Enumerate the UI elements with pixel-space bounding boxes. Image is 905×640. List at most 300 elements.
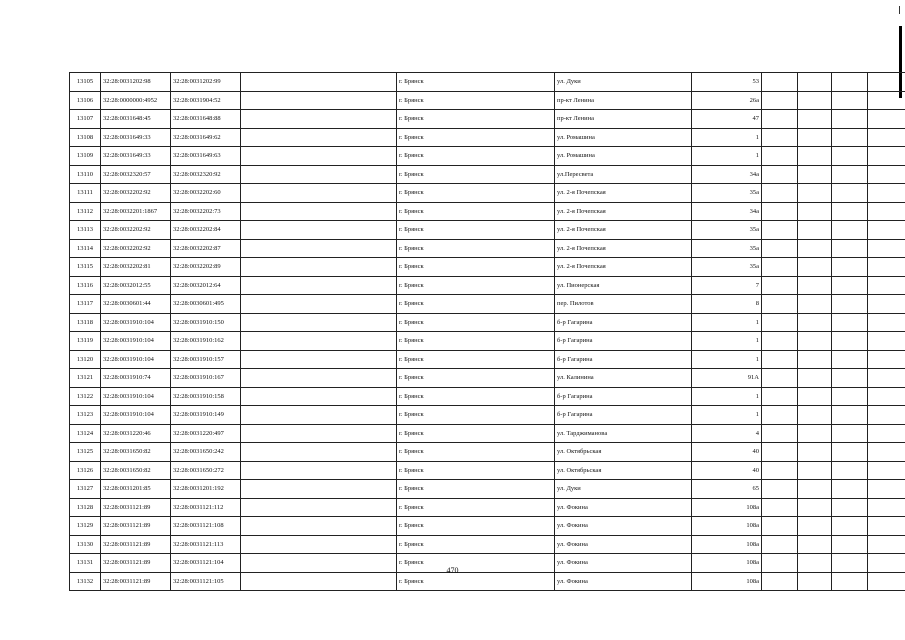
empty-cell — [798, 461, 832, 480]
empty-cell — [832, 73, 868, 92]
house-number-cell: 47 — [692, 110, 762, 129]
empty-cell — [241, 461, 397, 480]
empty-cell — [798, 276, 832, 295]
empty-cell — [241, 128, 397, 147]
empty-cell — [832, 443, 868, 462]
street-cell: ул. Фокина — [555, 572, 692, 591]
city-cell: г. Брянск — [397, 572, 555, 591]
street-cell: ул.Пересвета — [555, 165, 692, 184]
table-row — [70, 369, 905, 388]
empty-cell — [762, 424, 798, 443]
house-number-cell: 108а — [692, 535, 762, 554]
street-cell: ул. Фокина — [555, 554, 692, 573]
empty-cell — [798, 350, 832, 369]
empty-cell — [832, 461, 868, 480]
empty-cell — [868, 147, 905, 166]
empty-cell — [241, 443, 397, 462]
empty-cell — [798, 517, 832, 536]
empty-cell — [762, 258, 798, 277]
empty-cell — [762, 332, 798, 351]
row-number-cell: 13109 — [70, 147, 101, 166]
empty-cell — [241, 73, 397, 92]
city-cell: г. Брянск — [397, 498, 555, 517]
empty-cell — [241, 276, 397, 295]
street-cell: ул. 2-я Почепская — [555, 184, 692, 203]
table-row — [70, 276, 905, 295]
registry-table — [69, 72, 905, 591]
empty-cell — [762, 276, 798, 295]
cadastral-number-cell: 32:28:0031649:33 — [101, 147, 171, 166]
city-cell: г. Брянск — [397, 202, 555, 221]
empty-cell — [868, 165, 905, 184]
row-number-cell: 13132 — [70, 572, 101, 591]
empty-cell — [762, 202, 798, 221]
house-number-cell: 35а — [692, 184, 762, 203]
street-cell: б-р Гагарина — [555, 313, 692, 332]
empty-cell — [762, 73, 798, 92]
street-cell: б-р Гагарина — [555, 350, 692, 369]
cadastral-number-cell: 32:28:0031649:33 — [101, 128, 171, 147]
empty-cell — [868, 350, 905, 369]
empty-cell — [868, 202, 905, 221]
cadastral-number-cell: 32:28:0031648:45 — [101, 110, 171, 129]
empty-cell — [868, 110, 905, 129]
street-cell: ул. Пионерская — [555, 276, 692, 295]
city-cell: г. Брянск — [397, 406, 555, 425]
row-number-cell: 13108 — [70, 128, 101, 147]
street-cell: ул. 2-я Почепская — [555, 202, 692, 221]
row-number-cell: 13125 — [70, 443, 101, 462]
empty-cell — [762, 480, 798, 499]
street-cell: ул. Калинина — [555, 369, 692, 388]
object-cadastral-number-cell: 32:28:0031910:157 — [171, 350, 241, 369]
cadastral-number-cell: 32:28:0031910:104 — [101, 313, 171, 332]
cadastral-number-cell: 32:28:0032201:1867 — [101, 202, 171, 221]
house-number-cell: 40 — [692, 461, 762, 480]
empty-cell — [868, 276, 905, 295]
house-number-cell: 108а — [692, 517, 762, 536]
city-cell: г. Брянск — [397, 461, 555, 480]
row-number-cell: 13129 — [70, 517, 101, 536]
cadastral-number-cell: 32:28:0032202:92 — [101, 221, 171, 240]
street-cell: ул. Фокина — [555, 517, 692, 536]
empty-cell — [832, 239, 868, 258]
cadastral-number-cell: 32:28:0032202:92 — [101, 184, 171, 203]
object-cadastral-number-cell: 32:28:0031121:108 — [171, 517, 241, 536]
empty-cell — [868, 535, 905, 554]
row-number-cell: 13114 — [70, 239, 101, 258]
table-row — [70, 295, 905, 314]
cadastral-number-cell: 32:28:0032202:92 — [101, 239, 171, 258]
table-row — [70, 424, 905, 443]
empty-cell — [762, 535, 798, 554]
house-number-cell: 1 — [692, 387, 762, 406]
empty-cell — [798, 332, 832, 351]
empty-cell — [798, 221, 832, 240]
house-number-cell: 1 — [692, 128, 762, 147]
empty-cell — [241, 313, 397, 332]
empty-cell — [762, 498, 798, 517]
cadastral-number-cell: 32:28:0031121:89 — [101, 535, 171, 554]
house-number-cell: 26а — [692, 91, 762, 110]
row-number-cell: 13121 — [70, 369, 101, 388]
street-cell: ул. Фокина — [555, 498, 692, 517]
empty-cell — [868, 239, 905, 258]
empty-cell — [762, 221, 798, 240]
empty-cell — [762, 443, 798, 462]
house-number-cell: 65 — [692, 480, 762, 499]
cadastral-number-cell: 32:28:0032320:57 — [101, 165, 171, 184]
empty-cell — [832, 313, 868, 332]
empty-cell — [241, 295, 397, 314]
object-cadastral-number-cell: 32:28:0032202:87 — [171, 239, 241, 258]
table-row — [70, 350, 905, 369]
object-cadastral-number-cell: 32:28:0031201:192 — [171, 480, 241, 499]
city-cell: г. Брянск — [397, 295, 555, 314]
empty-cell — [798, 295, 832, 314]
empty-cell — [868, 313, 905, 332]
empty-cell — [832, 480, 868, 499]
empty-cell — [762, 369, 798, 388]
street-cell: б-р Гагарина — [555, 332, 692, 351]
empty-cell — [798, 258, 832, 277]
object-cadastral-number-cell: 32:28:0031121:105 — [171, 572, 241, 591]
city-cell: г. Брянск — [397, 517, 555, 536]
empty-cell — [798, 369, 832, 388]
row-number-cell: 13118 — [70, 313, 101, 332]
cadastral-number-cell: 32:28:0031121:89 — [101, 554, 171, 573]
cadastral-number-cell: 32:28:0000000:4952 — [101, 91, 171, 110]
empty-cell — [798, 91, 832, 110]
table-row — [70, 480, 905, 499]
city-cell: г. Брянск — [397, 73, 555, 92]
empty-cell — [241, 498, 397, 517]
city-cell: г. Брянск — [397, 184, 555, 203]
page-number: 470 — [446, 566, 459, 575]
empty-cell — [241, 221, 397, 240]
empty-cell — [832, 258, 868, 277]
row-number-cell: 13116 — [70, 276, 101, 295]
row-number-cell: 13120 — [70, 350, 101, 369]
row-number-cell: 13127 — [70, 480, 101, 499]
table-row — [70, 406, 905, 425]
empty-cell — [832, 276, 868, 295]
object-cadastral-number-cell: 32:28:0032202:89 — [171, 258, 241, 277]
empty-cell — [762, 313, 798, 332]
table-row — [70, 258, 905, 277]
table-row — [70, 184, 905, 203]
empty-cell — [241, 202, 397, 221]
house-number-cell: 35а — [692, 221, 762, 240]
object-cadastral-number-cell: 32:28:0031121:104 — [171, 554, 241, 573]
street-cell: б-р Гагарина — [555, 387, 692, 406]
object-cadastral-number-cell: 32:28:0031121:112 — [171, 498, 241, 517]
table-row — [70, 147, 905, 166]
street-cell: ул. Октябрьская — [555, 461, 692, 480]
cadastral-number-cell: 32:28:0031910:104 — [101, 387, 171, 406]
empty-cell — [832, 498, 868, 517]
empty-cell — [762, 147, 798, 166]
city-cell: г. Брянск — [397, 369, 555, 388]
house-number-cell: 4 — [692, 424, 762, 443]
empty-cell — [798, 110, 832, 129]
object-cadastral-number-cell: 32:28:0031910:150 — [171, 313, 241, 332]
empty-cell — [241, 424, 397, 443]
empty-cell — [762, 350, 798, 369]
empty-cell — [832, 350, 868, 369]
street-cell: ул. Дуки — [555, 73, 692, 92]
cadastral-number-cell: 32:28:0031202:98 — [101, 73, 171, 92]
house-number-cell: 91А — [692, 369, 762, 388]
cadastral-number-cell: 32:28:0031650:82 — [101, 461, 171, 480]
empty-cell — [832, 332, 868, 351]
cadastral-number-cell: 32:28:0031910:74 — [101, 369, 171, 388]
row-number-cell: 13110 — [70, 165, 101, 184]
city-cell: г. Брянск — [397, 147, 555, 166]
cadastral-number-cell: 32:28:0031201:85 — [101, 480, 171, 499]
empty-cell — [832, 202, 868, 221]
empty-cell — [798, 73, 832, 92]
city-cell: г. Брянск — [397, 387, 555, 406]
row-number-cell: 13124 — [70, 424, 101, 443]
empty-cell — [762, 517, 798, 536]
empty-cell — [832, 91, 868, 110]
row-number-cell: 13106 — [70, 91, 101, 110]
empty-cell — [762, 406, 798, 425]
registry-rows — [70, 73, 905, 591]
row-number-cell: 13111 — [70, 184, 101, 203]
empty-cell — [868, 498, 905, 517]
empty-cell — [832, 221, 868, 240]
object-cadastral-number-cell: 32:28:0031910:158 — [171, 387, 241, 406]
empty-cell — [832, 517, 868, 536]
empty-cell — [868, 387, 905, 406]
city-cell: г. Брянск — [397, 258, 555, 277]
table-row — [70, 461, 905, 480]
object-cadastral-number-cell: 32:28:0030601:495 — [171, 295, 241, 314]
object-cadastral-number-cell: 32:28:0031220:497 — [171, 424, 241, 443]
empty-cell — [868, 461, 905, 480]
empty-cell — [762, 165, 798, 184]
empty-cell — [798, 480, 832, 499]
table-row — [70, 332, 905, 351]
street-cell: пр-кт Ленина — [555, 110, 692, 129]
empty-cell — [241, 406, 397, 425]
street-cell: ул. Ромашина — [555, 147, 692, 166]
empty-cell — [868, 91, 905, 110]
table-row — [70, 221, 905, 240]
empty-cell — [798, 128, 832, 147]
empty-cell — [798, 406, 832, 425]
object-cadastral-number-cell: 32:28:0031649:63 — [171, 147, 241, 166]
empty-cell — [762, 184, 798, 203]
house-number-cell: 1 — [692, 350, 762, 369]
object-cadastral-number-cell: 32:28:0031910:167 — [171, 369, 241, 388]
empty-cell — [832, 147, 868, 166]
cadastral-number-cell: 32:28:0031121:89 — [101, 498, 171, 517]
city-cell: г. Брянск — [397, 165, 555, 184]
street-cell: ул. 2-я Почепская — [555, 221, 692, 240]
city-cell: г. Брянск — [397, 480, 555, 499]
street-cell: ул. 2-я Почепская — [555, 239, 692, 258]
cadastral-number-cell: 32:28:0032012:55 — [101, 276, 171, 295]
house-number-cell: 8 — [692, 295, 762, 314]
table-row — [70, 517, 905, 536]
city-cell: г. Брянск — [397, 221, 555, 240]
empty-cell — [241, 350, 397, 369]
city-cell: г. Брянск — [397, 91, 555, 110]
empty-cell — [868, 406, 905, 425]
house-number-cell: 35а — [692, 239, 762, 258]
cadastral-number-cell: 32:28:0032202:81 — [101, 258, 171, 277]
city-cell: г. Брянск — [397, 350, 555, 369]
table-row — [70, 165, 905, 184]
city-cell: г. Брянск — [397, 332, 555, 351]
house-number-cell: 35а — [692, 258, 762, 277]
empty-cell — [241, 517, 397, 536]
row-number-cell: 13130 — [70, 535, 101, 554]
cadastral-number-cell: 32:28:0030601:44 — [101, 295, 171, 314]
house-number-cell: 108а — [692, 498, 762, 517]
empty-cell — [762, 110, 798, 129]
cadastral-number-cell: 32:28:0031910:104 — [101, 406, 171, 425]
empty-cell — [241, 184, 397, 203]
empty-cell — [832, 406, 868, 425]
empty-cell — [241, 91, 397, 110]
city-cell: г. Брянск — [397, 276, 555, 295]
row-number-cell: 13117 — [70, 295, 101, 314]
street-cell: б-р Гагарина — [555, 406, 692, 425]
object-cadastral-number-cell: 32:28:0031910:149 — [171, 406, 241, 425]
row-number-cell: 13105 — [70, 73, 101, 92]
cadastral-number-cell: 32:28:0031910:104 — [101, 332, 171, 351]
empty-cell — [832, 184, 868, 203]
object-cadastral-number-cell: 32:28:0031910:162 — [171, 332, 241, 351]
empty-cell — [832, 110, 868, 129]
row-number-cell: 13123 — [70, 406, 101, 425]
street-cell: ул. Дуки — [555, 480, 692, 499]
empty-cell — [868, 128, 905, 147]
street-cell: ул. Ромашина — [555, 128, 692, 147]
empty-cell — [241, 535, 397, 554]
empty-cell — [762, 239, 798, 258]
street-cell: ул. Октябрьская — [555, 443, 692, 462]
table-row — [70, 387, 905, 406]
empty-cell — [868, 517, 905, 536]
table-row — [70, 128, 905, 147]
cadastral-number-cell: 32:28:0031121:89 — [101, 517, 171, 536]
row-number-cell: 13131 — [70, 554, 101, 573]
house-number-cell: 7 — [692, 276, 762, 295]
city-cell: г. Брянск — [397, 313, 555, 332]
row-number-cell: 13107 — [70, 110, 101, 129]
city-cell: г. Брянск — [397, 424, 555, 443]
row-number-cell: 13126 — [70, 461, 101, 480]
empty-cell — [241, 332, 397, 351]
empty-cell — [868, 332, 905, 351]
empty-cell — [832, 387, 868, 406]
empty-cell — [241, 258, 397, 277]
empty-cell — [798, 443, 832, 462]
empty-cell — [798, 313, 832, 332]
empty-cell — [798, 535, 832, 554]
table-row — [70, 202, 905, 221]
empty-cell — [868, 184, 905, 203]
city-cell: г. Брянск — [397, 443, 555, 462]
table-row — [70, 313, 905, 332]
cadastral-number-cell: 32:28:0031910:104 — [101, 350, 171, 369]
empty-cell — [762, 91, 798, 110]
object-cadastral-number-cell: 32:28:0032012:64 — [171, 276, 241, 295]
row-number-cell: 13112 — [70, 202, 101, 221]
table-row — [70, 110, 905, 129]
empty-cell — [241, 147, 397, 166]
table-row — [70, 535, 905, 554]
empty-cell — [868, 258, 905, 277]
empty-cell — [798, 202, 832, 221]
table-row — [70, 443, 905, 462]
object-cadastral-number-cell: 32:28:0031650:242 — [171, 443, 241, 462]
house-number-cell: 1 — [692, 313, 762, 332]
object-cadastral-number-cell: 32:28:0031649:62 — [171, 128, 241, 147]
empty-cell — [241, 480, 397, 499]
empty-cell — [868, 424, 905, 443]
empty-cell — [798, 165, 832, 184]
empty-cell — [832, 535, 868, 554]
object-cadastral-number-cell: 32:28:0032202:73 — [171, 202, 241, 221]
table-row — [70, 239, 905, 258]
empty-cell — [798, 184, 832, 203]
empty-cell — [868, 480, 905, 499]
row-number-cell: 13128 — [70, 498, 101, 517]
row-number-cell: 13115 — [70, 258, 101, 277]
house-number-cell: 53 — [692, 73, 762, 92]
empty-cell — [832, 369, 868, 388]
object-cadastral-number-cell: 32:28:0031648:88 — [171, 110, 241, 129]
object-cadastral-number-cell: 32:28:0032202:84 — [171, 221, 241, 240]
empty-cell — [868, 221, 905, 240]
empty-cell — [832, 424, 868, 443]
cadastral-number-cell: 32:28:0031220:46 — [101, 424, 171, 443]
object-cadastral-number-cell: 32:28:0031202:99 — [171, 73, 241, 92]
street-cell: ул. Тарджимановa — [555, 424, 692, 443]
city-cell: г. Брянск — [397, 239, 555, 258]
empty-cell — [868, 73, 905, 92]
object-cadastral-number-cell: 32:28:0031904:52 — [171, 91, 241, 110]
empty-cell — [868, 295, 905, 314]
empty-cell — [798, 424, 832, 443]
object-cadastral-number-cell: 32:28:0032320:92 — [171, 165, 241, 184]
house-number-cell: 40 — [692, 443, 762, 462]
house-number-cell: 1 — [692, 147, 762, 166]
object-cadastral-number-cell: 32:28:0031650:272 — [171, 461, 241, 480]
city-cell: г. Брянск — [397, 128, 555, 147]
house-number-cell: 1 — [692, 332, 762, 351]
object-cadastral-number-cell: 32:28:0031121:113 — [171, 535, 241, 554]
city-cell: г. Брянск — [397, 110, 555, 129]
row-number-cell: 13113 — [70, 221, 101, 240]
empty-cell — [832, 128, 868, 147]
empty-cell — [762, 461, 798, 480]
empty-cell — [241, 110, 397, 129]
house-number-cell: 34а — [692, 165, 762, 184]
cadastral-number-cell: 32:28:0031650:82 — [101, 443, 171, 462]
empty-cell — [832, 165, 868, 184]
empty-cell — [241, 165, 397, 184]
empty-cell — [241, 387, 397, 406]
table-row — [70, 498, 905, 517]
empty-cell — [798, 498, 832, 517]
